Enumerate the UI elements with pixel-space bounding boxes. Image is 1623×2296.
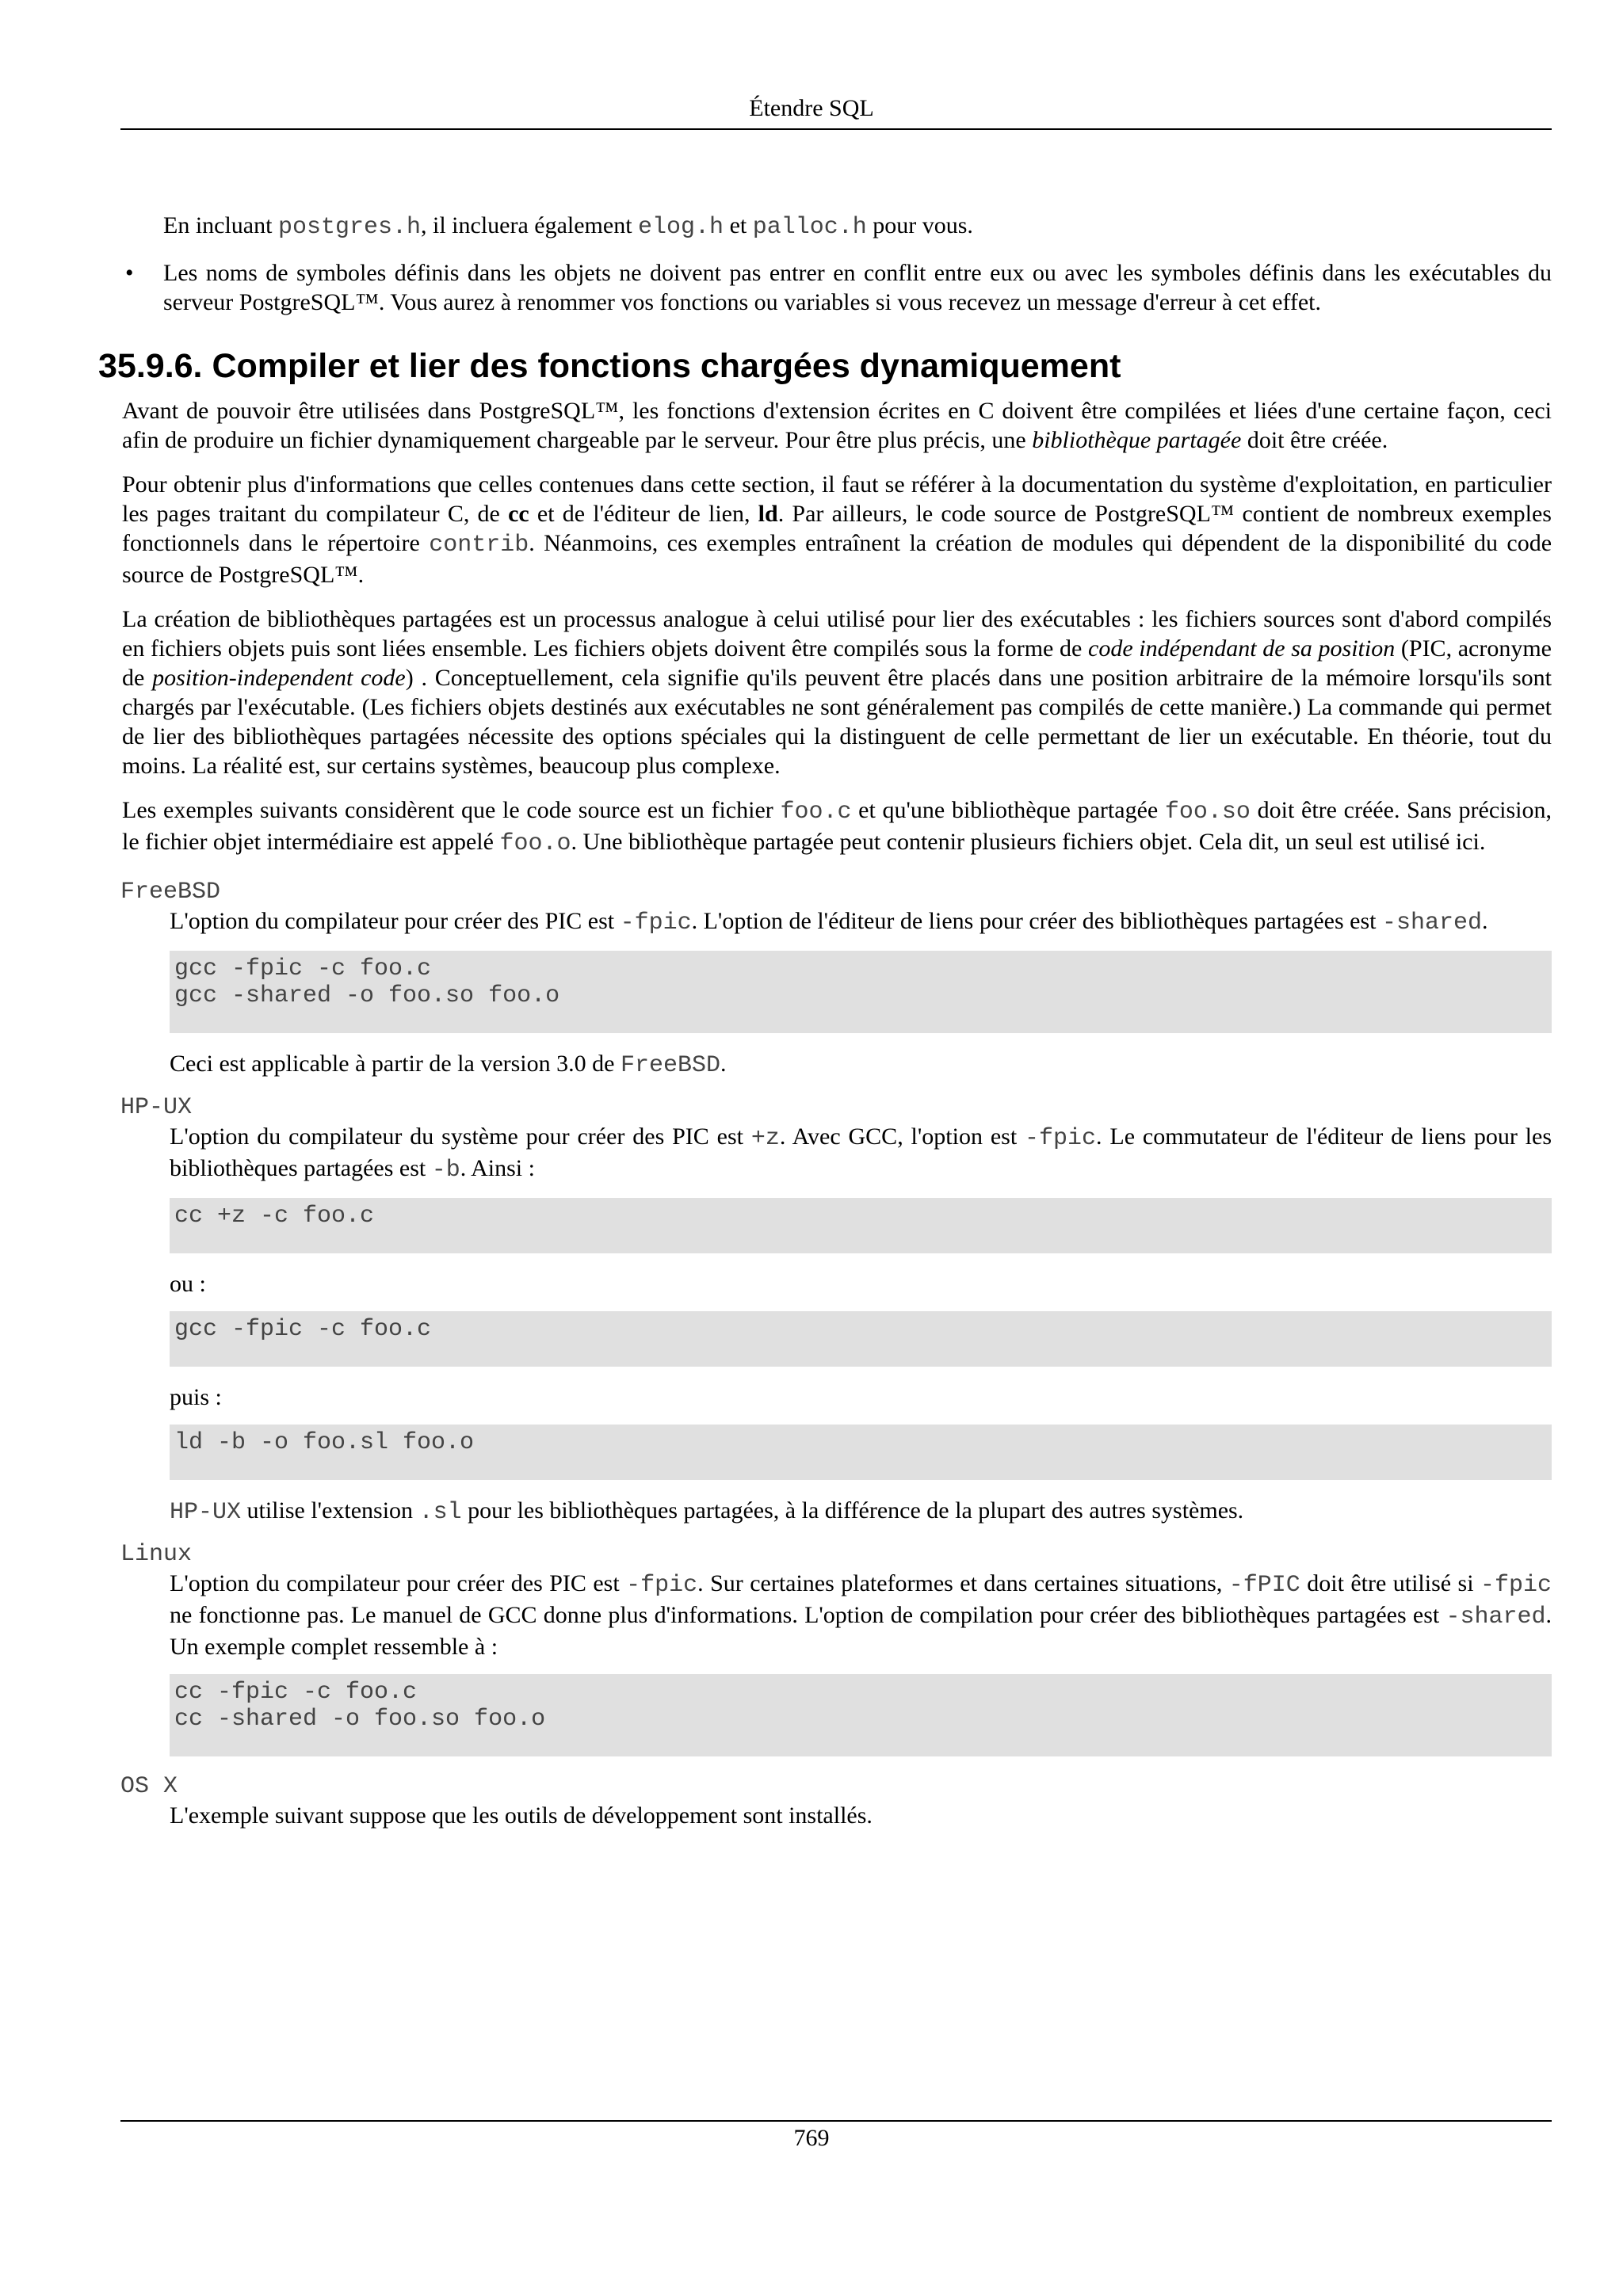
paragraph: Avant de pouvoir être utilisées dans PostgreSQL™, les fonctions d'extension écrites en C doivent être compilées et liées d'une certaine façon, ceci afin de produire un fichier dynamiquement chargeable par le serveur. Pour être plus précis, une bibliothèque partagée doit être créée. [122, 398, 1552, 453]
paragraph: L'option du compilateur du système pour créer des PIC est +z. Avec GCC, l'option est -fpic. Le commutateur de l'éditeur de liens pour les bibliothèques partagées est -b. Ainsi : [170, 1123, 1552, 1184]
inline-code: elog.h [638, 214, 724, 241]
section-heading: 35.9.6. Compiler et lier des fonctions chargées dynamiquement [98, 347, 1121, 385]
code-block: gcc -fpic -c foo.c gcc -shared -o foo.so foo.o [170, 951, 1552, 1033]
header-rule [120, 128, 1552, 130]
paragraph: ou : [170, 1271, 206, 1297]
inline-code: .sl [418, 1499, 462, 1526]
paragraph: Pour obtenir plus d'informations que celles contenues dans cette section, il faut se référer à la documentation du système d'exploitation, en particulier les pages traitant du compilateur C, de cc et de l'éditeur de lien, ld. Par ailleurs, le code source de PostgreSQL™ contient de nombreux exemples fonctionnels dans le répertoire contrib. Néanmoins, ces exemples entraînent la création de modules qui dépendent de la disponibilité du code source de PostgreSQL™. [122, 471, 1552, 588]
term-freebsd: FreeBSD [120, 879, 221, 906]
inline-code: -fpic [626, 1572, 698, 1599]
inline-code: +z [750, 1125, 780, 1152]
inline-code: -shared [1381, 910, 1483, 936]
term-linux: Linux [120, 1541, 193, 1568]
inline-code: -fpic [620, 910, 692, 936]
paragraph: L'option du compilateur pour créer des PIC est -fpic. L'option de l'éditeur de liens pour créer des bibliothèques partagées est -shared. [170, 908, 1488, 936]
inline-code: -fpic [1025, 1125, 1097, 1152]
code-block: cc -fpic -c foo.c cc -shared -o foo.so foo.o [170, 1674, 1552, 1756]
inline-code: palloc.h [752, 214, 867, 241]
inline-code: -b [431, 1157, 460, 1184]
paragraph: La création de bibliothèques partagées est un processus analogue à celui utilisé pour lier des exécutables : les fichiers sources sont d'abord compilés en fichiers objets puis sont liées ensemble. Les fichiers objets doivent être compilés sous la forme de code indépendant de sa position (PIC, acronyme de position-independent code) . Conceptuellement, cela signifie qu'ils peuvent être placés dans une position arbitraire de la mémoire lorsqu'ils sont chargés par l'exécutable. (Les fichiers objets destinés aux exécutables ne sont généralement pas compilés de cette manière.) La commande qui permet de lier des bibliothèques partagées nécessite des options spéciales qui la distinguent de celle permettant de lier un exécutable. En théorie, tout du moins. La réalité est, sur certains systèmes, beaucoup plus complexe. [122, 606, 1552, 779]
inline-code: foo.o [499, 830, 571, 857]
paragraph: L'exemple suivant suppose que les outils de développement sont installés. [170, 1802, 873, 1829]
code-block: gcc -fpic -c foo.c [170, 1311, 1552, 1367]
paragraph: HP-UX utilise l'extension .sl pour les bibliothèques partagées, à la différence de la plupart des autres systèmes. [170, 1497, 1244, 1526]
definition-hpux [170, 1122, 1552, 1527]
code-block: cc +z -c foo.c [170, 1198, 1552, 1253]
running-header: Étendre SQL [749, 95, 874, 121]
inline-code: foo.so [1164, 799, 1251, 826]
paragraph: L'option du compilateur pour créer des PIC est -fpic. Sur certaines plateformes et dans certaines situations, -fPIC doit être utilisé si -fpic ne fonctionne pas. Le manuel de GCC donne plus d'informations. L'option de compilation pour créer des bibliothèques partagées est -shared. Un exemple complet ressemble à : [170, 1570, 1552, 1660]
inline-code: foo.c [780, 799, 852, 826]
page-number: 769 [793, 2125, 830, 2151]
paragraph: puis : [170, 1384, 222, 1410]
term-hpux: HP-UX [120, 1094, 193, 1121]
inline-code: contrib [429, 532, 529, 559]
list-item-text: Les noms de symboles définis dans les objets ne doivent pas entrer en conflit entre eux ou avec les symboles définis dans les exécutables du serveur PostgreSQL™. Vous aurez à renommer vos fonctions ou variables si vous recevez un message d'erreur à cet effet. [163, 260, 1552, 315]
code-block: ld -b -o foo.sl foo.o [170, 1425, 1552, 1480]
inline-code: FreeBSD [620, 1052, 720, 1079]
inline-code: postgres.h [277, 214, 421, 241]
footer-rule [120, 2120, 1552, 2122]
include-paragraph: En incluant postgres.h, il incluera également elog.h et palloc.h pour vous. [163, 212, 973, 241]
inline-code: -fpic [1480, 1572, 1552, 1599]
inline-code: -shared [1445, 1604, 1546, 1630]
definition-osx [170, 1801, 1552, 1830]
list-item [125, 258, 1552, 317]
term-osx: OS X [120, 1773, 178, 1800]
paragraph: Les exemples suivants considèrent que le code source est un fichier foo.c et qu'une bibliothèque partagée foo.so doit être créée. Sans précision, le fichier objet intermédiaire est appelé foo.o. Une bibliothèque partagée peut contenir plusieurs fichiers objet. Cela dit, un seul est utilisé ici. [122, 797, 1552, 857]
bullet-icon: • [125, 260, 134, 286]
definition-linux [170, 1569, 1552, 1756]
page-content [0, 211, 1623, 1843]
paragraph: Ceci est applicable à partir de la version 3.0 de FreeBSD. [170, 1051, 727, 1079]
inline-code: -fPIC [1228, 1572, 1300, 1599]
inline-code: HP-UX [170, 1499, 242, 1526]
definition-freebsd [170, 906, 1552, 1081]
